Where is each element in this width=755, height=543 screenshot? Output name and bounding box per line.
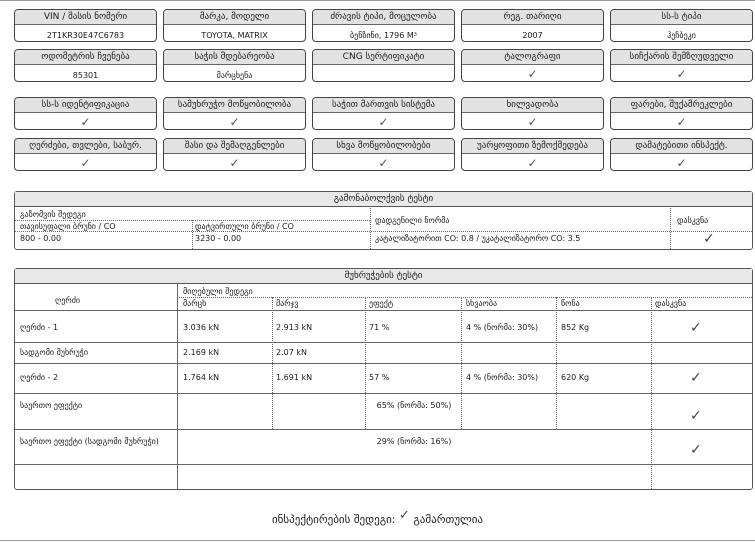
check-icon: ✓	[378, 156, 389, 170]
divider	[651, 393, 652, 429]
steering-label: საჭის მდებარეობა	[164, 50, 305, 65]
check-icon: ✓	[703, 231, 715, 247]
make-model-value: TOYOTA, MATRIX	[201, 31, 268, 40]
check-icon: ✓	[676, 156, 687, 170]
emission-increased-value: 3230 - 0.00	[195, 234, 242, 243]
check-lights	[610, 97, 753, 130]
brake-conclusion-header: დასკვნა	[655, 299, 687, 308]
check-label: უარყოფითი ზემოქმედება	[462, 139, 603, 154]
check-icon: ✓	[527, 67, 538, 81]
tachograph-label: ტალოგრაფი	[462, 50, 603, 65]
check-chassis	[163, 138, 306, 171]
reg-date-value: 2007	[522, 31, 543, 40]
top-border	[0, 0, 755, 1]
emission-test-panel	[14, 191, 753, 250]
engine-box	[312, 9, 455, 42]
check-other-equipment	[312, 138, 455, 171]
brake-left-header: მარცხ	[183, 299, 207, 308]
odometer-box	[14, 49, 157, 82]
divider	[15, 363, 752, 364]
tachograph-box	[461, 49, 604, 82]
result-label: ინსპექტირების შედეგი:	[271, 513, 396, 526]
check-icon: ✓	[676, 67, 687, 81]
vin-label: VIN / შასის ნომერი	[15, 10, 156, 25]
brake-weight-header: წონა	[561, 299, 580, 308]
check-brakes	[163, 97, 306, 130]
check-label: დამატებითი ინსპექტ.	[611, 139, 752, 154]
divider	[192, 220, 193, 249]
brake-row-right: 1.691 kN	[276, 373, 313, 382]
brake-row-weight: 852 Kg	[561, 323, 590, 332]
speed-limiter-label: სიჩქარის შემზღუდველი	[611, 50, 752, 65]
brake-row-eff: 71 %	[369, 323, 390, 332]
brake-row-left: 2.169 kN	[183, 348, 220, 357]
reg-date-label: რეგ. თარიღი	[462, 10, 603, 25]
odometer-value: 85301	[72, 71, 99, 80]
result-value: გამართულია	[413, 513, 484, 526]
steering-box	[163, 49, 306, 82]
steering-value: მარცხენა	[216, 71, 253, 80]
check-label: შასი და შემაღგენლები	[164, 139, 305, 154]
check-identification	[14, 97, 157, 130]
brake-row-left: 3.036 kN	[183, 323, 220, 332]
check-icon: ✓	[527, 115, 538, 129]
check-label: ფარები, შუქამრეკლები	[611, 98, 752, 113]
check-additional-inspection	[610, 138, 753, 171]
vin-box	[14, 9, 157, 42]
divider	[15, 429, 752, 430]
brake-right-header: მარჯვ	[276, 299, 299, 308]
brake-row-axle: სადგომი მუხრუჭი	[20, 348, 88, 357]
brake-total-parking-label: საერთო ეფექტი (სადგომი მუხრუჭი)	[20, 437, 159, 446]
check-visibility	[461, 97, 604, 130]
brake-total-eff-label: საერთო ეფექტი	[20, 401, 83, 410]
divider	[15, 310, 752, 311]
check-icon: ✓	[676, 115, 687, 129]
check-icon: ✓	[229, 115, 240, 129]
check-label: სს-ს იდენტიფიკაცია	[15, 98, 156, 113]
brake-test-panel	[14, 268, 753, 490]
check-icon: ✓	[690, 442, 702, 458]
check-label: ღერძები, თვლები, საბურ.	[15, 139, 156, 154]
emission-norm-header: დადგენილი ნორმა	[375, 216, 450, 225]
make-model-box	[163, 9, 306, 42]
brake-eff-header: ეფექტ	[369, 299, 394, 308]
brake-row-right: 2.913 kN	[276, 323, 313, 332]
check-icon: ✓	[80, 156, 91, 170]
divider	[177, 297, 752, 298]
divider	[651, 429, 652, 489]
inspection-result	[0, 508, 755, 527]
vehicle-type-box	[610, 9, 753, 42]
emission-test-title: გამონაბოლქვის ტესტი	[15, 192, 752, 207]
divider	[670, 206, 671, 249]
brake-row-diff: 4 % (ნორმა: 30%)	[466, 373, 539, 382]
brake-total-parking-value: 29% (ნორმა: 16%)	[376, 437, 452, 446]
emission-norm-value: კატალიზატორით CO: 0.8 / უკატალიზატორო CO: 3.5	[375, 234, 581, 243]
vin-value: 2T1KR30E47C6783	[46, 31, 125, 40]
bottom-border	[0, 540, 755, 541]
check-axles	[14, 138, 157, 171]
divider	[15, 231, 752, 232]
check-label: საჭით მართვის სისტემა	[313, 98, 454, 113]
check-label: ხილვადობა	[462, 98, 603, 113]
check-icon: ✓	[399, 508, 410, 523]
divider	[15, 342, 752, 343]
make-model-label: მარკა, მოდელი	[164, 10, 305, 25]
emission-idle-header: თავისუფალი ბრუნი / CO	[20, 222, 116, 231]
brake-axle-header: ღერძი	[55, 296, 81, 305]
check-negative-impact	[461, 138, 604, 171]
cng-box	[312, 49, 455, 82]
divider	[370, 206, 371, 249]
brake-row-left: 1.764 kN	[183, 373, 220, 382]
check-icon: ✓	[690, 320, 702, 336]
emission-increased-header: დატვირთული ბრუნი / CO	[195, 222, 294, 231]
emission-measured-label: გაზომვის შედეგი	[20, 210, 86, 219]
brake-test-title: მუხრუჭების ტესტი	[15, 269, 752, 284]
brake-row-right: 2.07 kN	[276, 348, 307, 357]
brake-row-weight: 620 Kg	[561, 373, 590, 382]
divider	[15, 393, 752, 394]
divider	[15, 464, 752, 465]
check-icon: ✓	[80, 115, 91, 129]
check-steering	[312, 97, 455, 130]
check-icon: ✓	[690, 408, 702, 424]
emission-idle-value: 800 - 0.00	[20, 234, 62, 243]
cng-label: CNG სერტიფიკატი	[313, 50, 454, 65]
check-icon: ✓	[229, 156, 240, 170]
brake-total-eff-value: 65% (ნორმა: 50%)	[376, 401, 452, 410]
brake-row-axle: ღერძი - 1	[20, 323, 59, 332]
brake-row-diff: 4 % (ნორმა: 30%)	[466, 323, 539, 332]
speed-limiter-box	[610, 49, 753, 82]
check-icon: ✓	[690, 370, 702, 386]
check-icon: ✓	[378, 115, 389, 129]
vehicle-type-value: ჰეჩბეკი	[667, 31, 696, 40]
brake-result-header: მიღებული შედეგი	[183, 287, 253, 296]
check-label: სხვა მოწყობილობები	[313, 139, 454, 154]
check-label: სამუხრუჭო მოწყობილობა	[164, 98, 305, 113]
brake-diff-header: სხვაობა	[466, 299, 498, 308]
odometer-label: ოდომეტრის ჩვენება	[15, 50, 156, 65]
engine-value: ბენზინი, 1796 M³	[350, 31, 417, 40]
brake-row-eff: 57 %	[369, 373, 390, 382]
brake-row-axle: ღერძი - 2	[20, 373, 59, 382]
reg-date-box	[461, 9, 604, 42]
check-icon: ✓	[527, 156, 538, 170]
emission-conclusion-header: დასკვნა	[677, 216, 709, 225]
vehicle-type-label: სს-ს ტიპი	[611, 10, 752, 25]
divider	[177, 283, 178, 489]
engine-label: ძრავის ტიპი, მოცულობა	[313, 10, 454, 25]
